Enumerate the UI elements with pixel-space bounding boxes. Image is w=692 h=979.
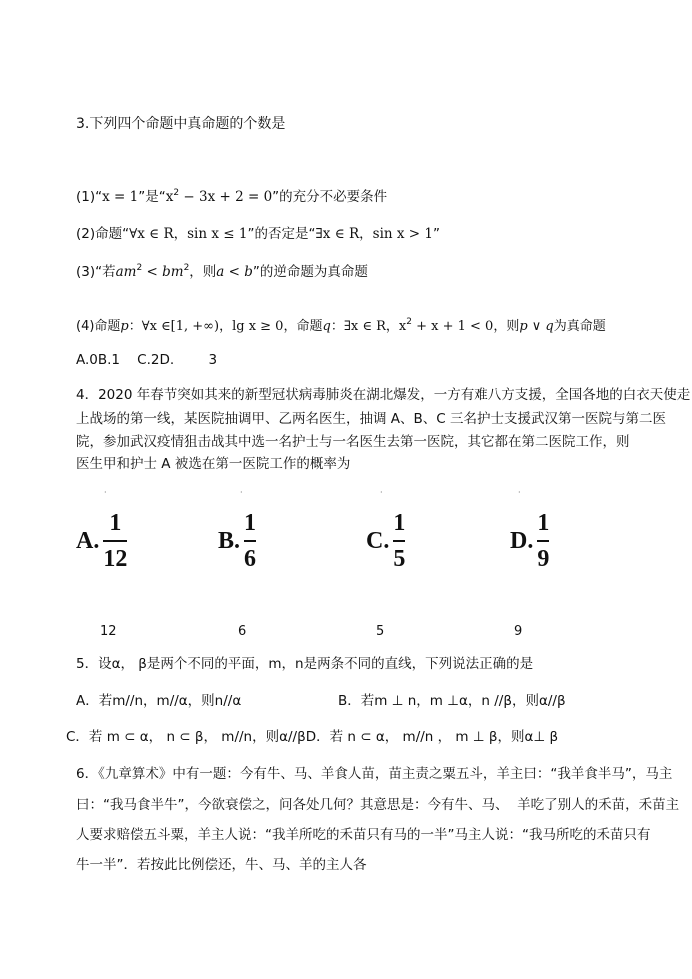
- q4-option-d-denominator-text: 9: [514, 624, 523, 639]
- q4-option-b-fraction: [244, 508, 256, 574]
- q3-s4-tail: 为真命题: [553, 319, 606, 334]
- q4-option-d: [510, 508, 549, 574]
- q3-s4-p: p: [120, 319, 129, 334]
- q3-s4-mid: ，命题: [283, 319, 323, 334]
- q3-s4-math-1: ：∀x ∈[1, +∞)，lg x ≥ 0: [128, 319, 284, 334]
- q4-option-a-denominator: 12: [103, 546, 128, 572]
- q6-line-2: 曰：“我马食半牛”，今欲衰偿之，问各处几何？其意思是：今有牛、马、 羊吃了别人的禾苗，禾苗主: [76, 797, 680, 813]
- q4-option-a-numerator: 1: [109, 510, 122, 536]
- q4-option-d-label: D.: [510, 527, 534, 554]
- q3-s1-lead: (1)“: [76, 189, 103, 205]
- q3-s3-math-1-exp2: 2: [183, 263, 190, 273]
- q3-s2-tail: ”: [432, 226, 440, 242]
- q4-option-a: [76, 508, 127, 574]
- q4-option-d-fraction: [537, 508, 549, 574]
- q3-s1-tail: ”的充分不必要条件: [272, 189, 388, 205]
- scan-dot: ·: [104, 488, 107, 497]
- fraction-bar: [537, 540, 549, 542]
- q4-option-c-label: C.: [366, 527, 390, 554]
- q4-option-c-denominator-text: 5: [376, 624, 385, 639]
- q3-s2-math-2: ∃x ∈ R，sin x > 1: [315, 226, 433, 242]
- fraction-bar: [393, 540, 405, 542]
- q4-option-c-fraction: [393, 508, 405, 574]
- q5-option-b: B．若m ⊥ n，m ⊥α，n //β，则α//β: [338, 693, 566, 709]
- q4-option-d-numerator: 1: [537, 510, 550, 536]
- q3-s1-math-2-exp: 2: [173, 188, 180, 198]
- q4-line-4: 医生甲和护士 A 被选在第一医院工作的概率为: [76, 456, 351, 472]
- q3-s4-math-2b: + x + 1 < 0: [411, 319, 494, 334]
- q4-option-d-denominator: 9: [537, 546, 550, 572]
- q3-s1-math-2b: − 3x + 2 = 0: [179, 189, 273, 205]
- q4-option-c: [366, 508, 405, 574]
- q3-s3-tail: ”的逆命题为真命题: [252, 264, 368, 280]
- q3-s3-math-2: a < b: [216, 264, 253, 280]
- q4-option-c-numerator: 1: [393, 510, 406, 536]
- q3-s3-math-1-exp: 2: [136, 263, 143, 273]
- q3-statement-2: [76, 225, 440, 243]
- q4-option-b-denominator: 6: [244, 546, 257, 572]
- q3-options: A.0B.1 C.2D. 3: [76, 352, 218, 368]
- q5-option-a: A．若m//n，m//α，则n//α: [76, 693, 242, 709]
- q3-s3-math-1a: am: [115, 264, 137, 280]
- q3-s1-mid: ”是“: [138, 189, 166, 205]
- q4-option-a-fraction: [103, 508, 127, 574]
- q4-line-3: 院，参加武汉疫情狙击战其中选一名护士与一名医生去第一医院，其它都在第二医院工作，则: [76, 434, 630, 450]
- q4-option-b-denominator-text: 6: [238, 624, 247, 639]
- q6-line-1: 6．《九章算术》中有一题：今有牛、马、羊食人苗，苗主责之粟五斗，羊主曰：“我羊食半马”，马主: [76, 766, 673, 782]
- q3-s4-mid2: ，则: [493, 319, 520, 334]
- q3-s4-math-3: p ∨ q: [519, 319, 554, 334]
- q3-s2-lead: (2)命题“: [76, 226, 130, 242]
- q3-s2-math-1: ∀x ∈ R，sin x ≤ 1: [129, 226, 248, 242]
- q3-s4-math-2-exp: 2: [406, 317, 412, 327]
- fraction-bar: [244, 540, 256, 542]
- scan-dot: ·: [380, 488, 383, 497]
- q3-s3-math-1b: < bm: [142, 264, 184, 280]
- fraction-bar: [103, 540, 127, 542]
- q3-s1-math-2a: x: [165, 189, 174, 205]
- scan-dot: ·: [518, 488, 521, 497]
- scan-dot: ·: [240, 488, 243, 497]
- q4-line-1: 4．2020 年春节突如其来的新型冠状病毒肺炎在湖北爆发，一方有难八方支援，全国各地的白衣天使走: [76, 387, 691, 403]
- q3-s1-math-1: x = 1: [102, 189, 139, 205]
- q4-line-2: 上战场的第一线，某医院抽调甲、乙两名医生，抽调 A、B、C 三名护士支援武汉第一医院与第二医: [76, 411, 667, 427]
- q4-option-b-numerator: 1: [244, 510, 257, 536]
- q4-option-a-denominator-text: 12: [100, 624, 117, 639]
- q3-s2-mid: ”的否定是“: [247, 226, 316, 242]
- q3-s3-mid: ，则: [189, 264, 217, 280]
- q4-option-a-label: A.: [76, 527, 100, 554]
- q4-option-b: [218, 508, 256, 574]
- q3-statement-4: [76, 318, 606, 336]
- q3-stem: 3.下列四个命题中真命题的个数是: [76, 116, 286, 132]
- q4-option-b-label: B.: [218, 527, 241, 554]
- q3-s4-q: q: [322, 319, 331, 334]
- q6-line-3: 人要求赔偿五斗粟，羊主人说：“我羊所吃的禾苗只有马的一半”马主人说：“我马所吃的禾苗只有: [76, 827, 651, 843]
- q3-s4-math-2a: ：∃x ∈ R，x: [330, 319, 407, 334]
- q3-statement-3: [76, 263, 368, 281]
- q4-option-c-denominator: 5: [393, 546, 406, 572]
- q3-statement-1: [76, 188, 387, 206]
- q3-s3-lead: (3)“若: [76, 264, 116, 280]
- q6-line-4: 牛一半”．若按此比例偿还，牛、马、羊的主人各: [76, 857, 367, 873]
- q5-options-c-d: C．若 m ⊂ α， n ⊂ β， m//n，则α//βD．若 n ⊂ α， m//n ， m ⊥ β，则α⊥ β: [66, 729, 559, 745]
- q3-s4-lead: (4)命题: [76, 319, 121, 334]
- q5-stem: 5．设α， β是两个不同的平面，m，n是两条不同的直线，下列说法正确的是: [76, 656, 534, 672]
